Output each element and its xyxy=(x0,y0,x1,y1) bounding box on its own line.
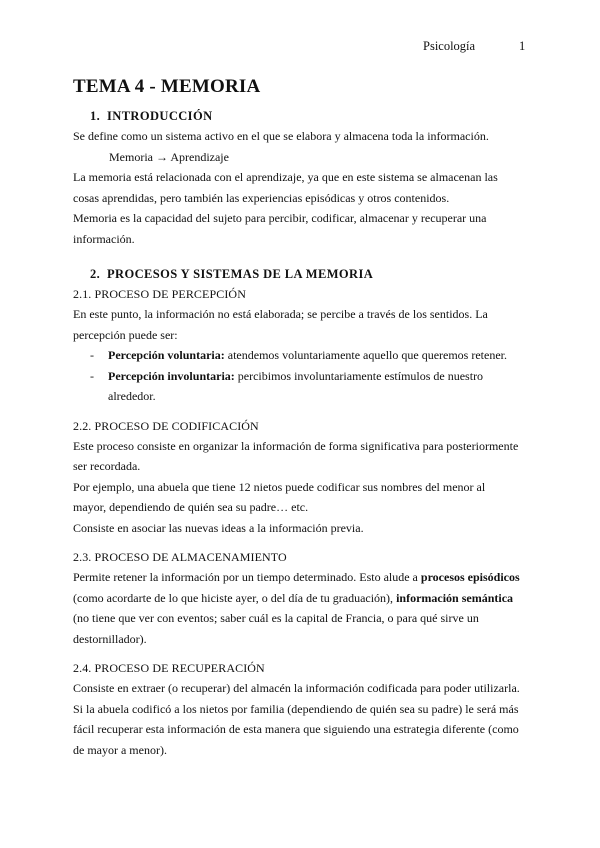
term-voluntary-perception: Percepción voluntaria: xyxy=(108,348,225,362)
desc-involuntary-perception: percibimos involuntariamente estímulos de nuestro xyxy=(234,368,484,383)
subsection-2-4-line-4: de mayor a menor). xyxy=(73,742,167,757)
section-1-paragraph-3-line-1: Memoria es la capacidad del sujeto para percibir, codificar, almacenar y recuperar una xyxy=(73,211,487,225)
memory-learning-formula: Memoria → Aprendizaje xyxy=(109,149,229,164)
header-page-number: 1 xyxy=(519,39,526,53)
dash-bullet: - xyxy=(90,348,94,362)
subsection-2-4-line-3: fácil recuperar esta información de esta manera que siguiendo una estrategia diferente (como xyxy=(73,722,519,736)
subsection-2-1-paragraph-line-2: percepción puede ser: xyxy=(73,327,178,342)
term-semantic-information: información semántica xyxy=(396,590,514,605)
desc-voluntary-perception: atendemos voluntariamente aquello que queremos retener. xyxy=(224,348,507,362)
term-involuntary-perception: Percepción involuntaria: xyxy=(108,368,235,383)
section-1-heading xyxy=(73,106,533,126)
subsection-2-1-heading: 2.1. PROCESO DE PERCEPCIÓN xyxy=(73,287,246,301)
subsection-2-2-heading: 2.2. PROCESO DE CODIFICACIÓN xyxy=(73,418,259,433)
section-2-heading xyxy=(73,264,533,284)
subsection-2-2-paragraph-3: Consiste en asociar las nuevas ideas a la información previa. xyxy=(73,520,364,535)
section-1-paragraph-3-line-2: información. xyxy=(73,231,135,246)
section-1-title: INTRODUCCIÓN xyxy=(107,109,213,123)
subsection-2-3-line-2 xyxy=(73,588,533,609)
section-1-number: 1. xyxy=(90,109,101,123)
subsection-2-4-line-2: Si la abuela codificó a los nietos por familia (dependiendo de quién sea su padre) le será más xyxy=(73,701,519,716)
list-item-voluntary-perception xyxy=(73,345,533,366)
subsection-2-3-line-1-text: Permite retener la información por un tiempo determinado. Esto alude a xyxy=(73,570,421,584)
section-1-paragraph-1: Se define como un sistema activo en el que se elabora y almacena toda la información. xyxy=(73,129,489,143)
section-2-title: PROCESOS Y SISTEMAS DE LA MEMORIA xyxy=(107,267,374,281)
desc-involuntary-perception-cont: alrededor. xyxy=(108,389,156,403)
page-header xyxy=(0,36,600,54)
term-episodic-processes: procesos episódicos xyxy=(420,570,520,584)
header-subject: Psicología xyxy=(423,39,476,53)
subsection-2-2-paragraph-2-line-2: mayor, dependiendo de quién sea su padre… etc. xyxy=(73,500,309,514)
subsection-2-3-line-2-text: (como acordarte de lo que hiciste ayer, o del día de tu graduación), xyxy=(73,590,397,605)
dash-bullet: - xyxy=(90,368,94,383)
list-item-involuntary-perception xyxy=(73,366,533,407)
subsection-2-3-line-3: (no tiene que ver con eventos; saber cuál es la capital de Francia, o para qué sirve un xyxy=(73,611,479,625)
subsection-2-4-heading: 2.4. PROCESO DE RECUPERACIÓN xyxy=(73,661,265,675)
subsection-2-3-line-4: destornillador). xyxy=(73,631,147,646)
subsection-2-1-paragraph-line-1: En este punto, la información no está elaborada; se percibe a través de los sentidos. La xyxy=(73,307,488,321)
subsection-2-2-paragraph-1-line-2: ser recordada. xyxy=(73,459,141,473)
document-title: TEMA 4 - MEMORIA xyxy=(73,76,261,97)
subsection-2-2-paragraph-1-line-1: Este proceso consiste en organizar la información de forma significativa para posteriormente xyxy=(73,438,519,453)
section-1-paragraph-2-line-2: cosas aprendidas, pero también las experiencias episódicas y otros contenidos. xyxy=(73,190,450,205)
section-2-number: 2. xyxy=(90,267,101,281)
subsection-2-3-line-1 xyxy=(73,567,533,588)
section-1-paragraph-2-line-1: La memoria está relacionada con el aprendizaje, ya que en este sistema se almacenan las xyxy=(73,170,498,184)
subsection-2-2-paragraph-2-line-1: Por ejemplo, una abuela que tiene 12 nietos puede codificar sus nombres del menor al xyxy=(73,479,486,494)
subsection-2-3-heading: 2.3. PROCESO DE ALMACENAMIENTO xyxy=(73,550,287,564)
subsection-2-4-line-1: Consiste en extraer (o recuperar) del almacén la información codificada para poder utilizarla. xyxy=(73,681,520,695)
document-body xyxy=(73,74,533,760)
perception-types-list xyxy=(73,345,533,407)
